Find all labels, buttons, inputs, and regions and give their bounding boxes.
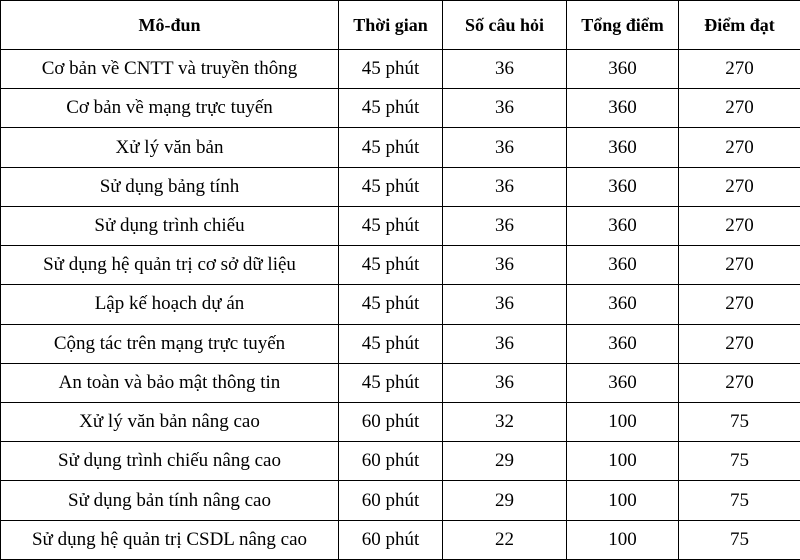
cell-duration: 45 phút bbox=[339, 206, 443, 245]
cell-duration: 45 phút bbox=[339, 128, 443, 167]
table-row bbox=[1, 481, 800, 520]
cell-question-count: 29 bbox=[443, 442, 567, 481]
cell-passing-score: 75 bbox=[679, 520, 800, 559]
header-passing-score: Điểm đạt bbox=[679, 1, 800, 50]
cell-module: Sử dụng hệ quản trị CSDL nâng cao bbox=[1, 520, 339, 559]
table-row bbox=[1, 246, 800, 285]
table-row bbox=[1, 167, 800, 206]
cell-question-count: 36 bbox=[443, 363, 567, 402]
cell-module: Sử dụng hệ quản trị cơ sở dữ liệu bbox=[1, 246, 339, 285]
cell-module: Sử dụng trình chiếu nâng cao bbox=[1, 442, 339, 481]
cell-duration: 45 phút bbox=[339, 363, 443, 402]
cell-passing-score: 270 bbox=[679, 363, 800, 402]
cell-total-score: 100 bbox=[567, 481, 679, 520]
cell-total-score: 360 bbox=[567, 324, 679, 363]
cell-passing-score: 75 bbox=[679, 442, 800, 481]
cell-passing-score: 270 bbox=[679, 167, 800, 206]
cell-duration: 45 phút bbox=[339, 285, 443, 324]
cell-duration: 45 phút bbox=[339, 167, 443, 206]
cell-question-count: 22 bbox=[443, 520, 567, 559]
table-body bbox=[1, 50, 800, 560]
cell-total-score: 100 bbox=[567, 402, 679, 441]
cell-question-count: 36 bbox=[443, 285, 567, 324]
table-row bbox=[1, 128, 800, 167]
cell-module: Cộng tác trên mạng trực tuyến bbox=[1, 324, 339, 363]
cell-total-score: 100 bbox=[567, 442, 679, 481]
cell-question-count: 36 bbox=[443, 246, 567, 285]
table-row bbox=[1, 442, 800, 481]
cell-duration: 60 phút bbox=[339, 520, 443, 559]
cell-total-score: 360 bbox=[567, 167, 679, 206]
table-row bbox=[1, 50, 800, 89]
cell-question-count: 36 bbox=[443, 206, 567, 245]
cell-total-score: 360 bbox=[567, 363, 679, 402]
cell-duration: 60 phút bbox=[339, 402, 443, 441]
cell-duration: 60 phút bbox=[339, 442, 443, 481]
cell-duration: 45 phút bbox=[339, 324, 443, 363]
cell-module: Xử lý văn bản bbox=[1, 128, 339, 167]
cell-duration: 45 phút bbox=[339, 246, 443, 285]
cell-question-count: 32 bbox=[443, 402, 567, 441]
cell-total-score: 360 bbox=[567, 128, 679, 167]
cell-question-count: 36 bbox=[443, 128, 567, 167]
cell-passing-score: 75 bbox=[679, 402, 800, 441]
header-question-count: Số câu hỏi bbox=[443, 1, 567, 50]
cell-passing-score: 270 bbox=[679, 324, 800, 363]
cell-passing-score: 270 bbox=[679, 50, 800, 89]
cell-question-count: 36 bbox=[443, 89, 567, 128]
header-row bbox=[1, 1, 800, 50]
cell-passing-score: 270 bbox=[679, 285, 800, 324]
cell-module: Sử dụng trình chiếu bbox=[1, 206, 339, 245]
cell-total-score: 360 bbox=[567, 285, 679, 324]
cell-total-score: 360 bbox=[567, 50, 679, 89]
cell-total-score: 360 bbox=[567, 246, 679, 285]
table-row bbox=[1, 363, 800, 402]
cell-module: Cơ bản về mạng trực tuyến bbox=[1, 89, 339, 128]
header-module: Mô-đun bbox=[1, 1, 339, 50]
cell-module: Cơ bản về CNTT và truyền thông bbox=[1, 50, 339, 89]
cell-total-score: 360 bbox=[567, 89, 679, 128]
cell-duration: 45 phút bbox=[339, 50, 443, 89]
cell-question-count: 36 bbox=[443, 167, 567, 206]
header-duration: Thời gian bbox=[339, 1, 443, 50]
cell-passing-score: 270 bbox=[679, 89, 800, 128]
table-row bbox=[1, 324, 800, 363]
table-row bbox=[1, 285, 800, 324]
cell-module: Sử dụng bản tính nâng cao bbox=[1, 481, 339, 520]
cell-module: Sử dụng bảng tính bbox=[1, 167, 339, 206]
cell-passing-score: 270 bbox=[679, 206, 800, 245]
cell-module: Lập kế hoạch dự án bbox=[1, 285, 339, 324]
header-total-score: Tổng điểm bbox=[567, 1, 679, 50]
table-row bbox=[1, 520, 800, 559]
cell-question-count: 29 bbox=[443, 481, 567, 520]
cell-module: An toàn và bảo mật thông tin bbox=[1, 363, 339, 402]
cell-total-score: 100 bbox=[567, 520, 679, 559]
table-row bbox=[1, 206, 800, 245]
cell-module: Xử lý văn bản nâng cao bbox=[1, 402, 339, 441]
cell-total-score: 360 bbox=[567, 206, 679, 245]
table-row bbox=[1, 89, 800, 128]
cell-passing-score: 270 bbox=[679, 246, 800, 285]
cell-duration: 60 phút bbox=[339, 481, 443, 520]
cell-question-count: 36 bbox=[443, 324, 567, 363]
table-row bbox=[1, 402, 800, 441]
cell-duration: 45 phút bbox=[339, 89, 443, 128]
table-header bbox=[1, 1, 800, 50]
cell-passing-score: 270 bbox=[679, 128, 800, 167]
cell-question-count: 36 bbox=[443, 50, 567, 89]
cell-passing-score: 75 bbox=[679, 481, 800, 520]
